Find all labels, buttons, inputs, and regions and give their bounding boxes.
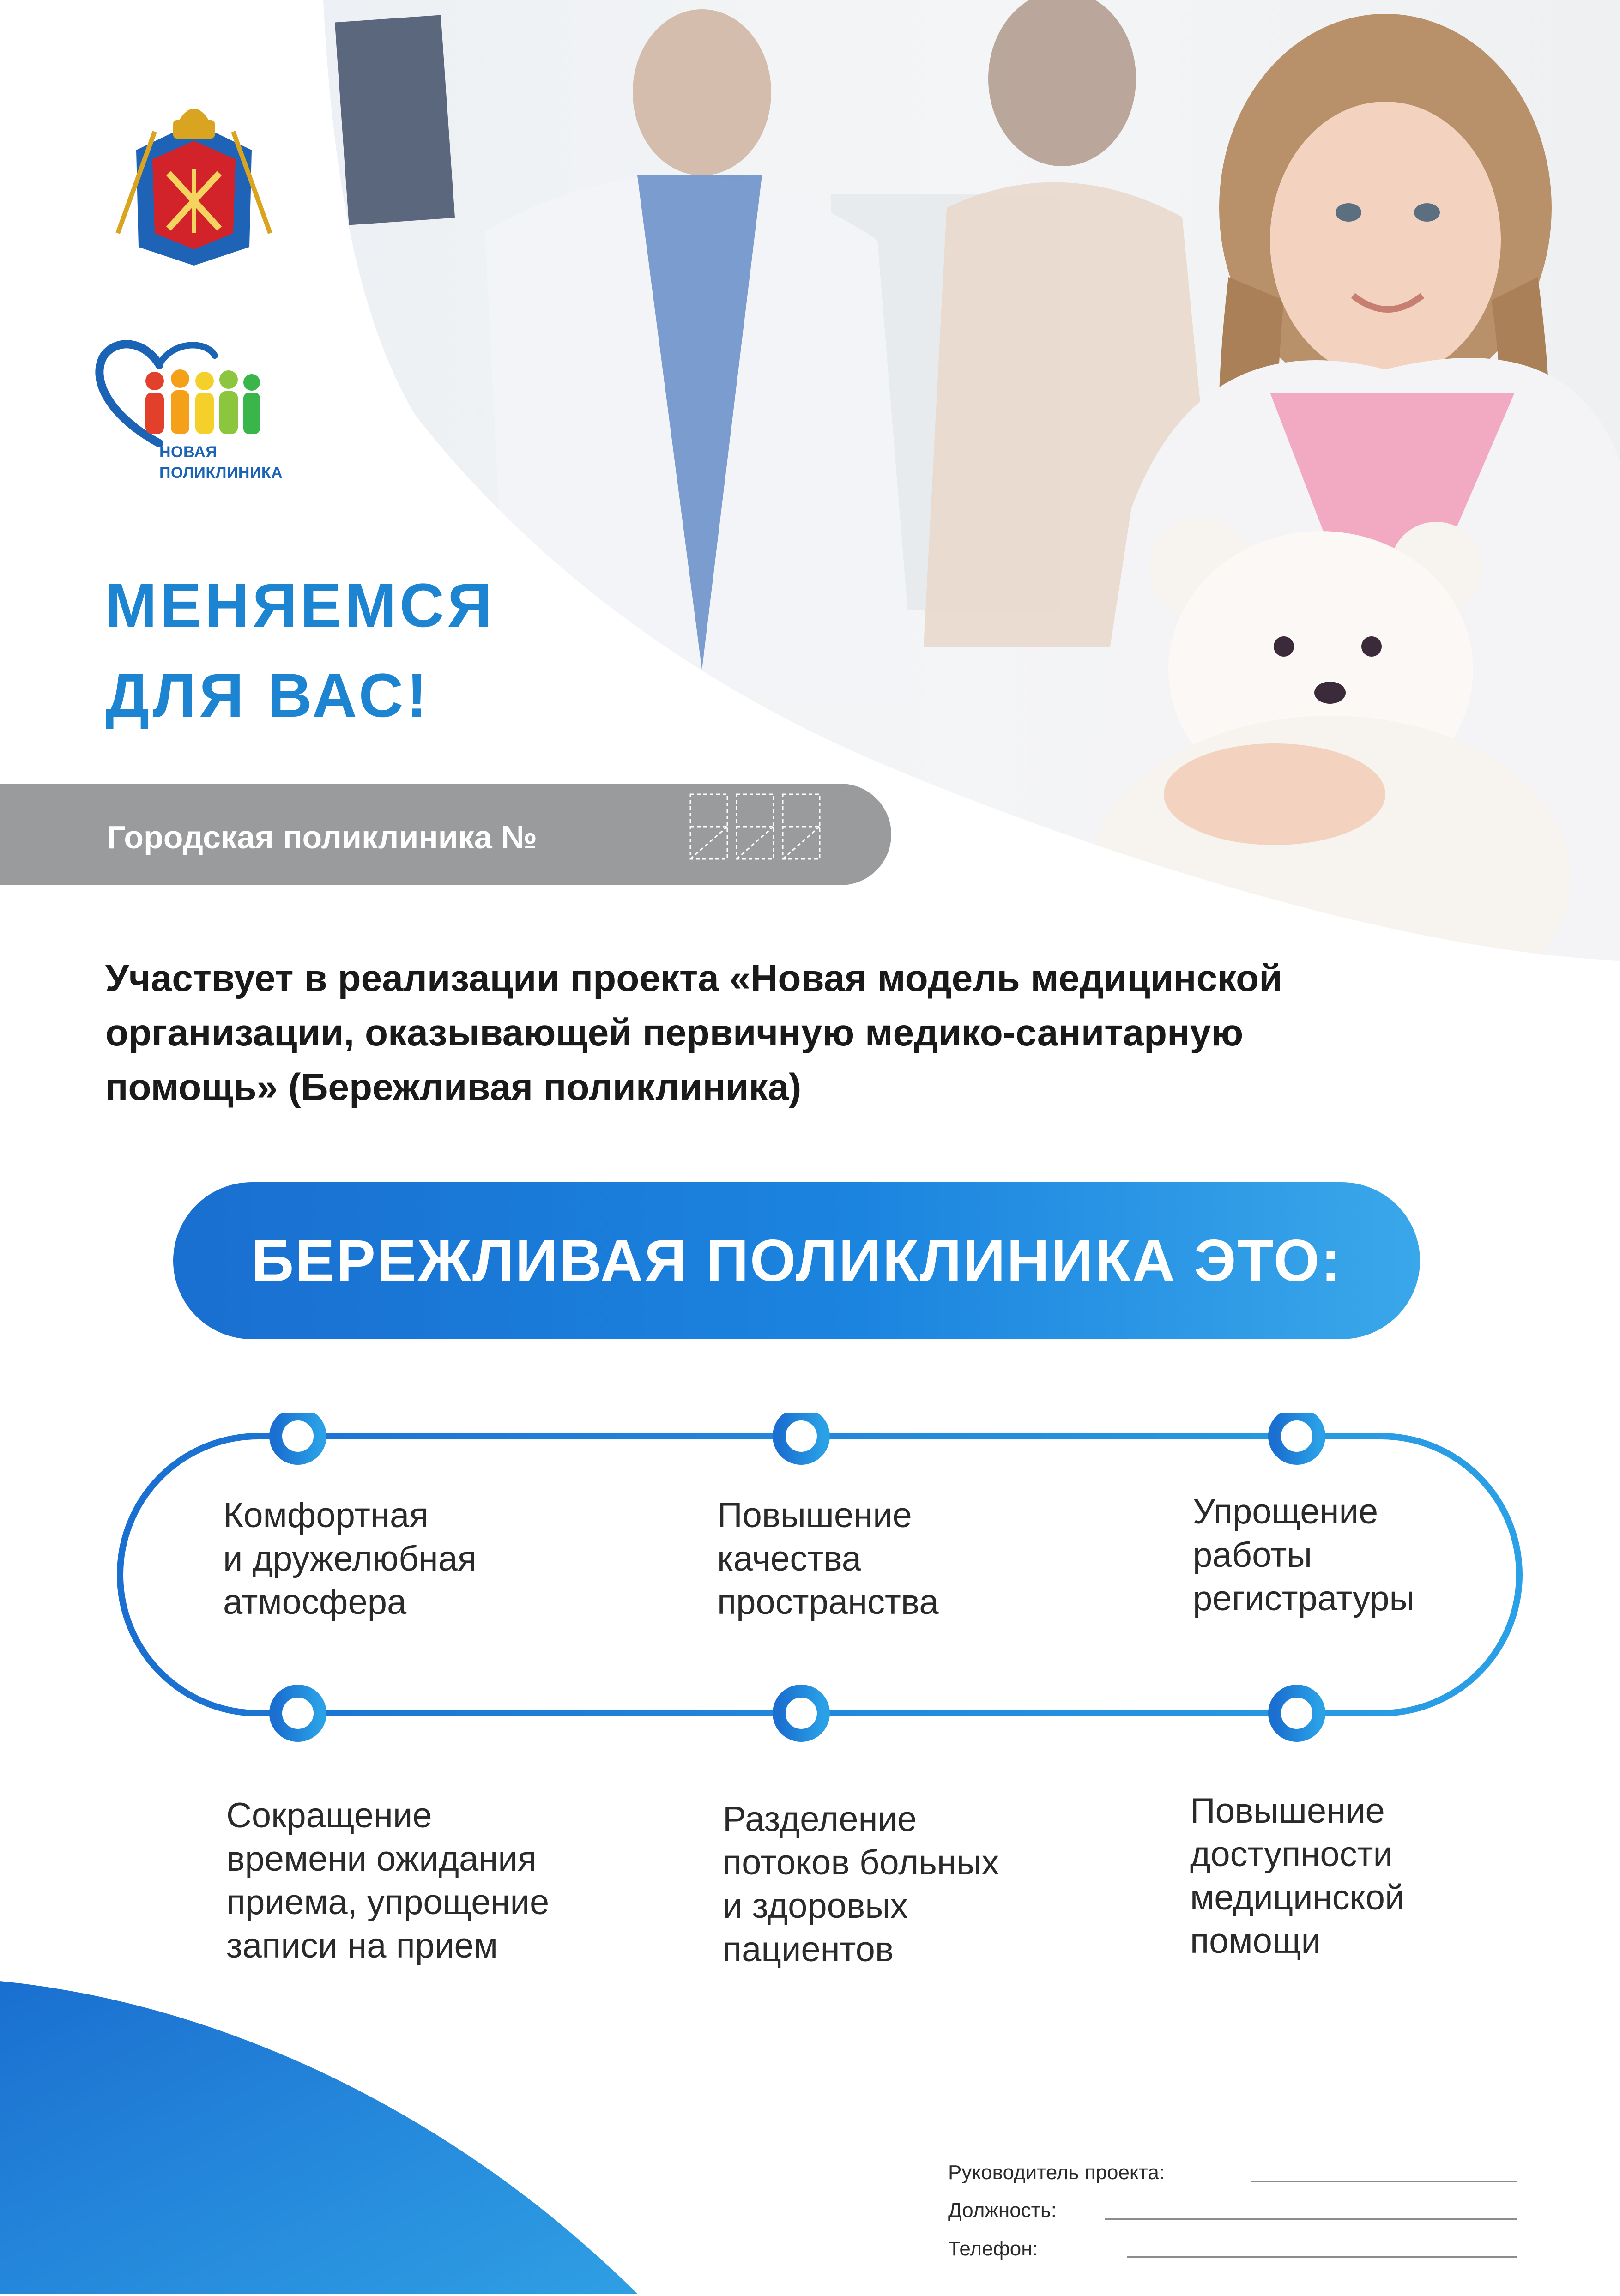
loop-node: [276, 1414, 320, 1458]
coat-of-arms-icon: [109, 95, 279, 270]
position-label: Должность:: [948, 2199, 1057, 2222]
loop-node: [1275, 1414, 1319, 1458]
loop-node: [779, 1691, 823, 1735]
loop-node: [779, 1414, 823, 1458]
loop-node: [1275, 1691, 1319, 1735]
clinic-number-boxes: [688, 792, 822, 861]
project-manager-label: Руководитель проекта:: [948, 2161, 1165, 2184]
project-manager-line: [1251, 2181, 1517, 2182]
new-polyclinic-logo: [90, 337, 293, 485]
position-line: [1105, 2218, 1517, 2220]
headline-line1: МЕНЯЕМСЯ: [105, 571, 496, 640]
logo-text-line2: ПОЛИКЛИНИКА: [159, 464, 283, 482]
phone-label: Телефон:: [948, 2237, 1038, 2260]
feature-space-quality: Повышение качества пространства: [717, 1496, 939, 1622]
clinic-label: Городская поликлиника №: [107, 819, 538, 855]
feature-patient-flows: Разделение потоков больных и здоровых пациентов: [723, 1800, 999, 1969]
decorative-wave: [0, 1958, 656, 2294]
project-description: Участвует в реализации проекта «Новая модель медицинской организации, оказывающей первичную медико-санитарную помощь» (Бережливая поликлиника): [105, 957, 1282, 1108]
feature-registry: Упрощение работы регистратуры: [1193, 1492, 1415, 1618]
headline-line2: ДЛЯ ВАС!: [105, 661, 430, 730]
phone-line: [1127, 2256, 1517, 2258]
feature-comfort: Комфортная и дружелюбная атмосфера: [223, 1496, 477, 1622]
loop-node: [276, 1691, 320, 1735]
feature-accessibility: Повышение доступности медицинской помощи: [1190, 1791, 1405, 1961]
feature-waiting-time: Сокращение времени ожидания приема, упрощение записи на прием: [226, 1796, 550, 1965]
logo-text-line1: НОВАЯ: [159, 443, 218, 461]
banner-title: БЕРЕЖЛИВАЯ ПОЛИКЛИНИКА ЭТО:: [251, 1227, 1342, 1294]
